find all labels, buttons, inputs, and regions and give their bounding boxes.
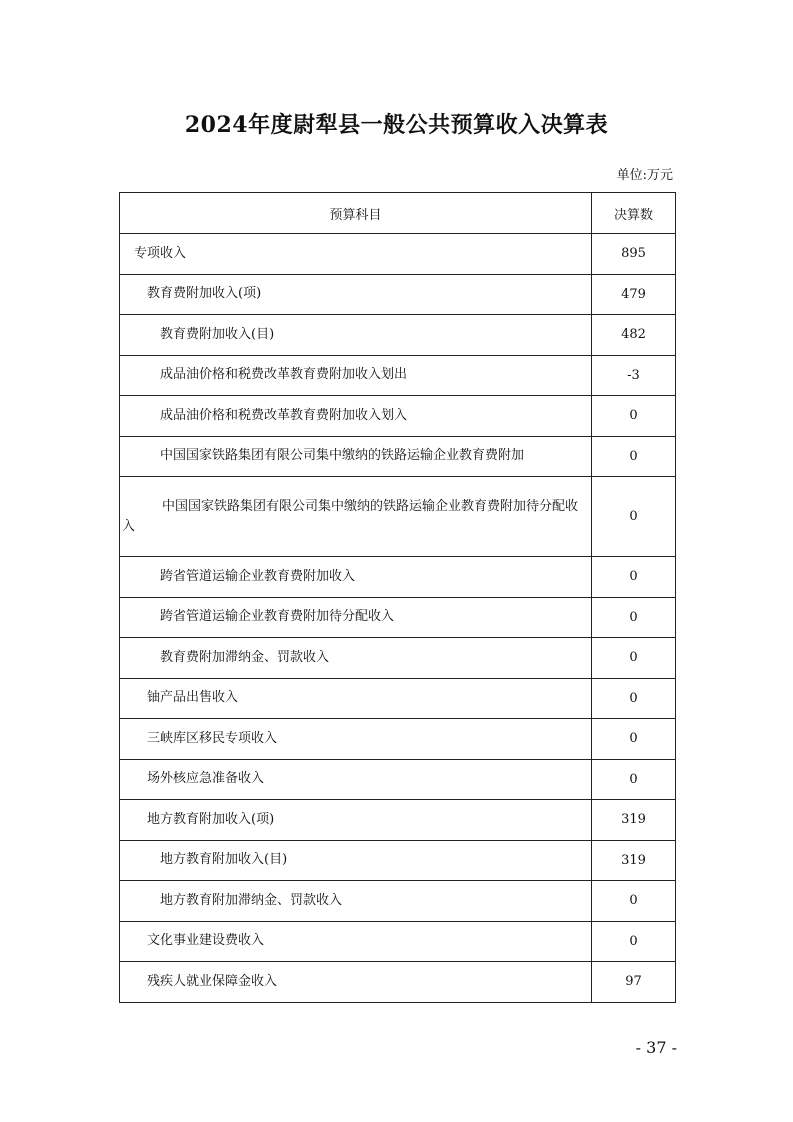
subject-cell: 中国国家铁路集团有限公司集中缴纳的铁路运输企业教育费附加 (120, 436, 592, 477)
amount-cell: 0 (592, 436, 676, 477)
subject-cell: 中国国家铁路集团有限公司集中缴纳的铁路运输企业教育费附加待分配收入 (120, 477, 592, 557)
subject-cell: 教育费附加收入(项) (120, 274, 592, 315)
table-row (120, 800, 676, 841)
table-row (120, 678, 676, 719)
amount-cell: 0 (592, 638, 676, 679)
subject-cell: 成品油价格和税费改革教育费附加收入划入 (120, 396, 592, 437)
table-row (120, 355, 676, 396)
subject-cell: 教育费附加收入(目) (120, 315, 592, 356)
subject-cell: 跨省管道运输企业教育费附加收入 (120, 557, 592, 598)
budget-table (119, 192, 676, 1003)
table-row (120, 234, 676, 275)
table-row (120, 557, 676, 598)
table-header-row (120, 193, 676, 234)
table-row (120, 274, 676, 315)
table-row (120, 477, 676, 557)
amount-cell: 0 (592, 396, 676, 437)
amount-cell: 0 (592, 719, 676, 760)
page-number: - 37 - (635, 1038, 677, 1057)
table-row (120, 840, 676, 881)
subject-cell: 教育费附加滞纳金、罚款收入 (120, 638, 592, 679)
table-row (120, 962, 676, 1003)
subject-cell: 铀产品出售收入 (120, 678, 592, 719)
header-amount: 决算数 (592, 193, 676, 234)
table-row (120, 881, 676, 922)
table-row (120, 396, 676, 437)
table-row (120, 597, 676, 638)
unit-label: 单位:万元 (616, 168, 673, 183)
subject-cell: 专项收入 (120, 234, 592, 275)
subject-cell: 跨省管道运输企业教育费附加待分配收入 (120, 597, 592, 638)
amount-cell: 97 (592, 962, 676, 1003)
table-row (120, 921, 676, 962)
amount-cell: 0 (592, 921, 676, 962)
subject-cell: 三峡库区移民专项收入 (120, 719, 592, 760)
amount-cell: -3 (592, 355, 676, 396)
subject-cell: 地方教育附加收入(项) (120, 800, 592, 841)
amount-cell: 319 (592, 840, 676, 881)
subject-cell: 成品油价格和税费改革教育费附加收入划出 (120, 355, 592, 396)
header-subject: 预算科目 (120, 193, 592, 234)
amount-cell: 0 (592, 759, 676, 800)
subject-cell: 地方教育附加收入(目) (120, 840, 592, 881)
table-body (120, 234, 676, 1003)
table-row (120, 436, 676, 477)
amount-cell: 0 (592, 678, 676, 719)
amount-cell: 0 (592, 881, 676, 922)
subject-cell: 地方教育附加滞纳金、罚款收入 (120, 881, 592, 922)
amount-cell: 479 (592, 274, 676, 315)
table-row (120, 759, 676, 800)
amount-cell: 895 (592, 234, 676, 275)
amount-cell: 482 (592, 315, 676, 356)
subject-cell: 残疾人就业保障金收入 (120, 962, 592, 1003)
amount-cell: 0 (592, 597, 676, 638)
subject-cell: 场外核应急准备收入 (120, 759, 592, 800)
table-row (120, 638, 676, 679)
subject-cell: 文化事业建设费收入 (120, 921, 592, 962)
table-row (120, 315, 676, 356)
document-title: 2024年度尉犁县一般公共预算收入决算表 (184, 112, 609, 138)
table-row (120, 719, 676, 760)
amount-cell: 0 (592, 477, 676, 557)
amount-cell: 0 (592, 557, 676, 598)
amount-cell: 319 (592, 800, 676, 841)
